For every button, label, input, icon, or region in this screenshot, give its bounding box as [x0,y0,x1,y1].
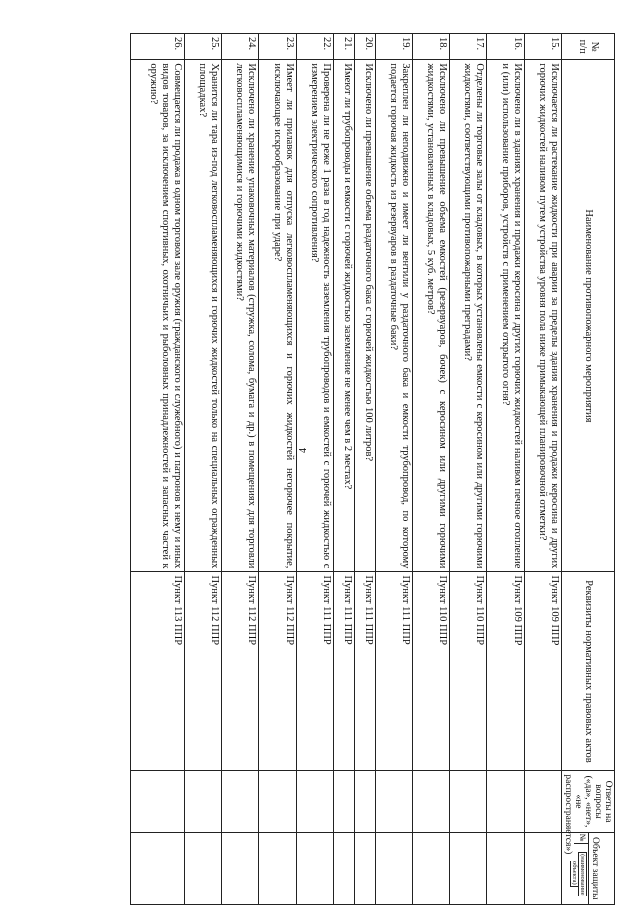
row-object-cell [375,832,412,904]
table-header-row [562,34,615,905]
table-row [375,34,412,905]
row-number: 18. [412,34,449,60]
row-reference: Пункт 109 ППР [524,572,561,771]
row-answer-cell [487,771,524,832]
row-number: 26. [131,34,185,60]
row-number: 25. [184,34,221,60]
row-reference: Пункт 111 ППР [296,572,333,771]
row-number: 23. [259,34,296,60]
row-object-cell [222,832,259,904]
row-reference: Пункт 112 ППР [222,572,259,771]
header-num: № п/п [562,34,615,60]
table-row [131,34,185,905]
table-row [524,34,561,905]
header-object-no: № [575,833,589,844]
row-number: 17. [450,34,487,60]
table-row [222,34,259,905]
row-number: 16. [487,34,524,60]
row-text: Закреплен ли неподвижно и имеет ли вентили у раздаточного бака и емкости трубопровод, по которому подается горючая жидкость из резервуаров в раздаточные баки? [375,60,412,572]
fire-safety-checklist-table [130,33,615,905]
row-reference: Пункт 109 ППР [487,572,524,771]
row-object-cell [450,832,487,904]
row-text: Исключено ли превышение объема раздаточного бака с горючей жидкостью 100 литров? [354,60,375,572]
row-text: Исключено ли в зданиях хранения и продажи керосина и других горючих жидкостей наливом печное отопление и (или) использование приборов, устройств с применением открытого огня? [487,60,524,572]
row-reference: Пункт 111 ППР [375,572,412,771]
row-object-cell [334,832,355,904]
row-reference: Пункт 111 ППР [334,572,355,771]
row-object-cell [487,832,524,904]
header-object-title: Объект защиты [589,833,602,904]
row-object-cell [296,832,333,904]
row-reference: Пункт 112 ППР [184,572,221,771]
row-answer-cell [184,771,221,832]
row-answer-cell [524,771,561,832]
row-text: Хранится ли тара из-под легковоспламеняющихся и горючих жидкостей только на специальных огражденных площадках? [184,60,221,572]
row-number: 24. [222,34,259,60]
row-text: Исключено ли превышение объема емкостей (резервуаров, бочек) с керосином или другими горючими жидкостями, установленных в кладовых, 5 куб. метров? [412,60,449,572]
table-row [354,34,375,905]
row-object-cell [184,832,221,904]
row-number: 20. [354,34,375,60]
row-text: Совмещается ли продажа в одном торговом зале оружия (гражданского и служебного) и патронов к нему и иных видов товаров, за исключением спортивных, охотничьих и рыболовных принадлежностей и запасных частей к оружию? [131,60,185,572]
row-number: 21. [334,34,355,60]
row-answer-cell [450,771,487,832]
row-object-cell [259,832,296,904]
header-answers: Ответы на вопросы («да», «нет», «не распространяется») [562,771,615,832]
rotated-table-wrapper [130,33,615,905]
row-reference: Пункт 110 ППР [450,572,487,771]
page-number: 4 [298,448,309,453]
row-answer-cell [296,771,333,832]
row-object-cell [524,832,561,904]
row-answer-cell [412,771,449,832]
row-object-cell [354,832,375,904]
header-requisites: Реквизиты нормативных правовых актов [562,572,615,771]
table-row [334,34,355,905]
row-text: Проверена ли не реже 1 раза в год надежность заземления трубопроводов и емкостей с горючей жидкостью с измерением электрического сопротивления? [296,60,333,572]
row-answer-cell [354,771,375,832]
row-answer-cell [259,771,296,832]
header-object-name: (наименование объекта) [571,854,587,896]
table-row [487,34,524,905]
row-answer-cell [334,771,355,832]
row-answer-cell [375,771,412,832]
header-name: Наименование противопожарного мероприятия [562,60,615,572]
table-row [296,34,333,905]
table-row [412,34,449,905]
row-object-cell [412,832,449,904]
row-text: Имеют ли трубопроводы и емкости с горючей жидкостью заземление не менее чем в 2 местах? [334,60,355,572]
table-row [259,34,296,905]
row-number: 22. [296,34,333,60]
row-reference: Пункт 111 ППР [354,572,375,771]
table-row [450,34,487,905]
row-object-cell [131,832,185,904]
row-number: 19. [375,34,412,60]
row-text: Исключается ли растекание жидкости при аварии за пределы здания хранения и продажи керосина и других горючих жидкостей наливом путем устройства уровня пола ниже примыкающей планировочной отметки? [524,60,561,572]
row-answer-cell [131,771,185,832]
row-reference: Пункт 113 ППР [131,572,185,771]
row-number: 15. [524,34,561,60]
row-reference: Пункт 110 ППР [412,572,449,771]
row-reference: Пункт 112 ППР [259,572,296,771]
row-answer-cell [222,771,259,832]
row-text: Имеет ли прилавок для отпуска легковоспламеняющихся и горючих жидкостей негорючее покрытие, исключающее искрообразование при ударе? [259,60,296,572]
row-text: Отделены ли торговые залы от кладовых, в которых установлены емкости с керосином или другими горючими жидкостями, соответствующими противопожарными преградами? [450,60,487,572]
row-text: Исключено ли хранение упаковочных материалов (стружка, солома, бумага и др.) в помещениях для торговли легковоспламеняющимися и горючими жидкостями? [222,60,259,572]
table-row [184,34,221,905]
